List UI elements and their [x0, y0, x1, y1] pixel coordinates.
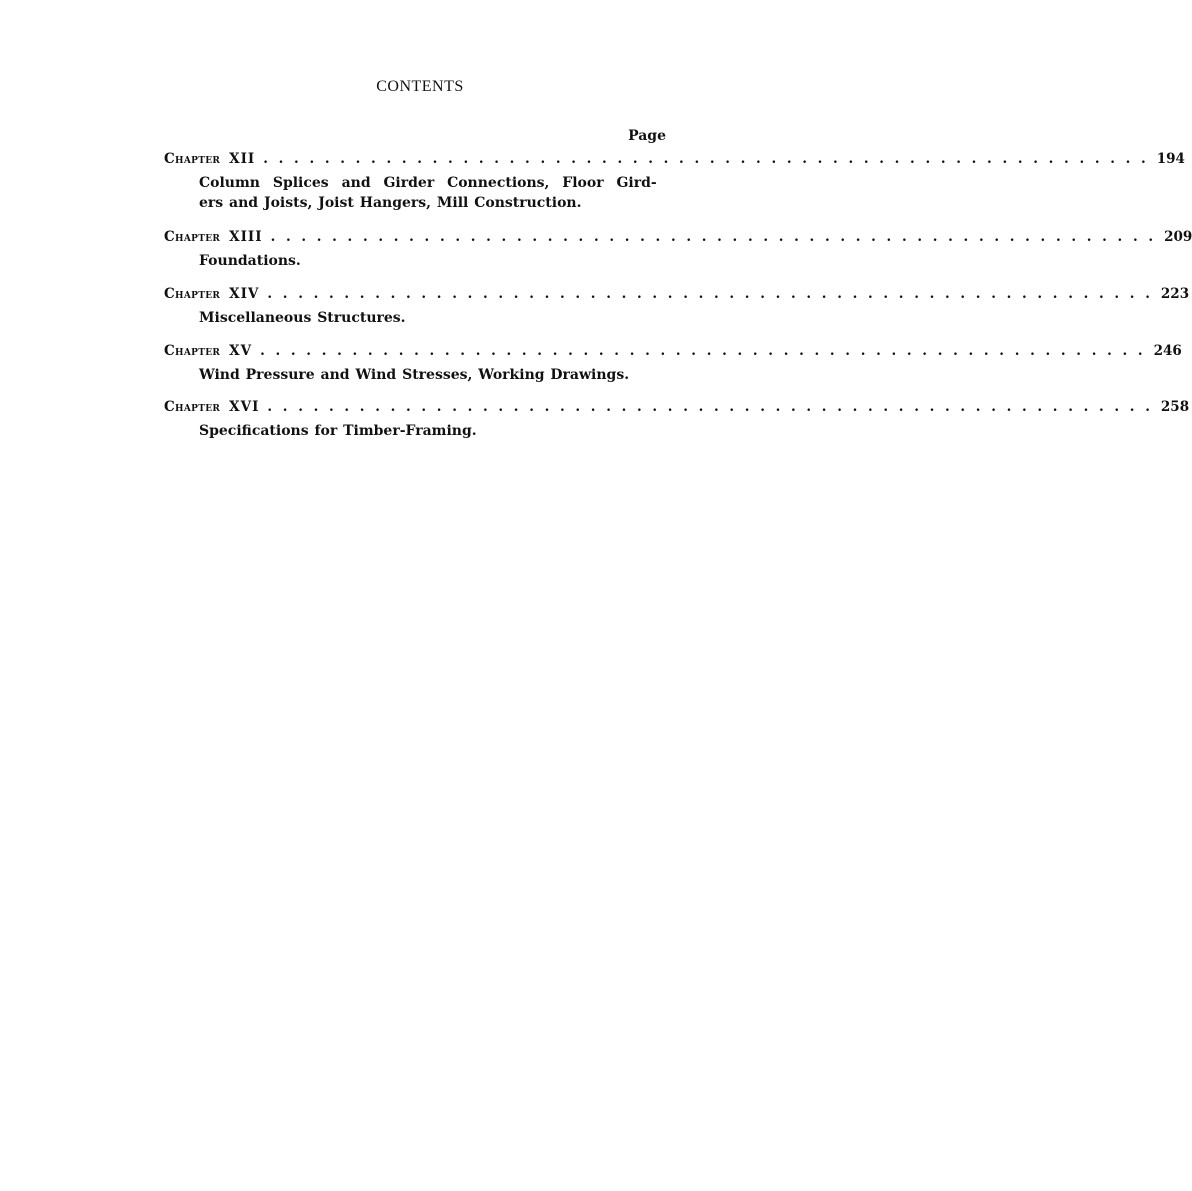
toc-entry-chapter-xvi[interactable]	[164, 399, 1190, 441]
dot-leader: . . . . . . . . . . . . . . . . . . . . . . . . . . . . . . . . . . . . . . . . . . . . . . . . . . . . . . . . . .	[260, 343, 1146, 359]
page-number: 223	[1160, 286, 1190, 302]
chapter-word: Chapter	[164, 151, 221, 167]
chapter-word: Chapter	[164, 286, 221, 302]
chapter-line	[164, 343, 1182, 365]
page-column-label: Page	[628, 128, 666, 144]
chapter-number: XIII	[229, 229, 263, 245]
chapter-word: Chapter	[164, 229, 221, 245]
chapter-number: XII	[229, 151, 256, 167]
toc-entry-chapter-xiv[interactable]	[164, 286, 1190, 328]
chapter-word: Chapter	[164, 399, 221, 415]
chapter-description	[164, 251, 666, 271]
chapter-number: XVI	[229, 399, 260, 415]
chapter-number: XIV	[229, 286, 260, 302]
description-line: ers and Joists, Joist Hangers, Mill Construction.	[199, 195, 582, 211]
page-number: 194	[1156, 151, 1185, 167]
chapter-line	[164, 229, 1192, 251]
description-line: Column Splices and Girder Connections, Floor Gird-	[199, 175, 657, 191]
dot-leader: . . . . . . . . . . . . . . . . . . . . . . . . . . . . . . . . . . . . . . . . . . . . . . . . . . . . . . . . . .	[270, 229, 1157, 245]
dot-leader: . . . . . . . . . . . . . . . . . . . . . . . . . . . . . . . . . . . . . . . . . . . . . . . . . . . . . . . . . .	[267, 399, 1153, 415]
description-line: Foundations.	[199, 253, 301, 269]
dot-leader: . . . . . . . . . . . . . . . . . . . . . . . . . . . . . . . . . . . . . . . . . . . . . . . . . . . . . . . . . .	[263, 151, 1149, 167]
description-line: Wind Pressure and Wind Stresses, Working Drawings.	[199, 367, 630, 383]
chapter-line	[164, 399, 1190, 421]
chapter-line	[164, 286, 1190, 308]
toc-entry-chapter-xii[interactable]	[164, 151, 1185, 213]
chapter-word: Chapter	[164, 343, 221, 359]
toc-entry-chapter-xiii[interactable]	[164, 229, 1192, 271]
chapter-description	[164, 421, 666, 441]
chapter-description	[164, 173, 666, 213]
toc-entry-chapter-xv[interactable]	[164, 343, 1182, 385]
chapter-description	[164, 365, 666, 385]
chapter-line	[164, 151, 1185, 173]
page-number: 246	[1153, 343, 1182, 359]
description-line: Miscellaneous Structures.	[199, 310, 406, 326]
description-line: Specifications for Timber-Framing.	[199, 423, 477, 439]
chapter-number: XV	[229, 343, 253, 359]
page-number: 209	[1164, 229, 1192, 245]
page-number: 258	[1160, 399, 1190, 415]
dot-leader: . . . . . . . . . . . . . . . . . . . . . . . . . . . . . . . . . . . . . . . . . . . . . . . . . . . . . . . . . .	[267, 286, 1153, 302]
chapter-description	[164, 308, 666, 328]
contents-heading: CONTENTS	[376, 78, 464, 95]
